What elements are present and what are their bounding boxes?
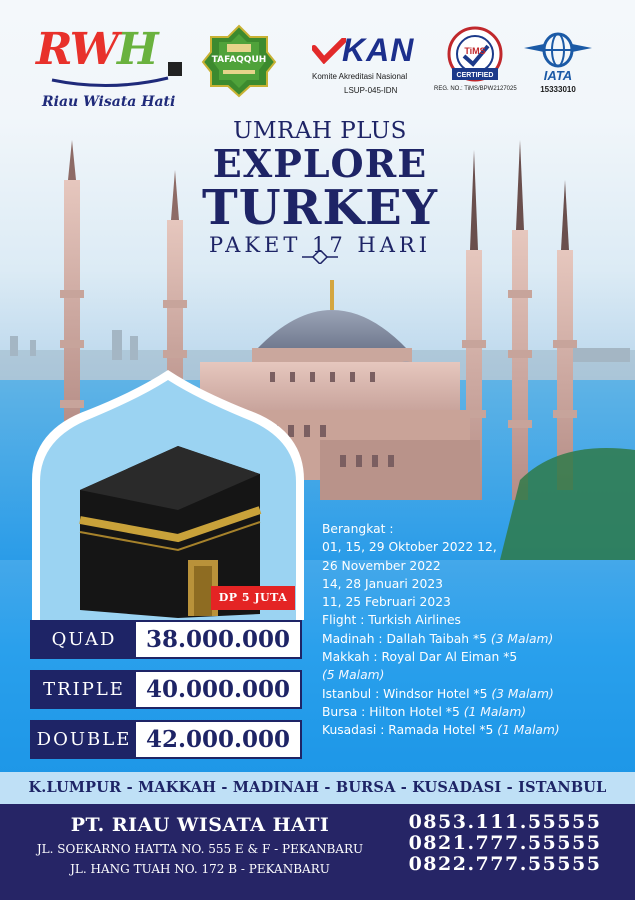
checkmark-icon [312,38,346,64]
rwh-wordmark-left: RW [36,24,118,75]
title-umrah-plus: UMRAH PLUS [233,118,407,144]
title-paket: PAKET 17 HARI [208,233,432,257]
address-line: JL. SOEKARNO HATTA NO. 555 E & F - PEKANBARU [36,842,364,856]
price-list [30,620,302,770]
phone-number[interactable]: 0822.777.55555 [408,853,602,875]
ornament-icon [300,250,340,264]
title-turkey: TURKEY [201,180,439,236]
hotel-istanbul-name: Istanbul : Windsor Hotel *5 [322,686,488,701]
kan-subtitle: Komite Akreditasi Nasional [312,72,408,81]
dp-badge: DP 5 JUTA [211,586,295,610]
kaaba-arch [28,370,308,620]
trip-details [322,520,622,740]
depart-date: 26 November 2022 [322,558,441,573]
hotel-kusadasi-nights: (1 Malam) [497,723,560,738]
depart-date: 11, 25 Februari 2023 [322,595,451,610]
price-label: QUAD [51,629,117,650]
kaaba-icon [168,62,182,76]
phone-number[interactable]: 0821.777.55555 [408,832,602,854]
phone-number[interactable]: 0853.111.55555 [408,811,602,833]
footer [0,804,635,900]
tims-badge: CERTIFIED [456,72,494,79]
price-row-triple [30,670,302,709]
price-label: DOUBLE [36,729,132,750]
price-value: 42.000.000 [136,722,300,757]
depart-date: 01, 15, 29 Oktober 2022 12, [322,540,497,555]
rwh-tagline: Riau Wisata Hati [42,94,176,110]
tims-seal-icon [434,26,516,86]
kan-logo [312,32,427,96]
price-row-quad [30,620,302,659]
hotel-bursa [322,703,622,721]
hotel-madinah-nights: (3 Malam) [490,631,554,646]
route-bar: K.LUMPUR - MAKKAH - MADINAH - BURSA - KUSADASI - ISTANBUL [0,772,635,804]
hotel-makkah: Makkah : Royal Dar Al Eiman *5 [322,650,518,665]
title-block [150,118,490,258]
rwh-wordmark [36,24,157,75]
rwh-wordmark-right: H [117,24,157,75]
price-value: 40.000.000 [136,672,300,707]
kan-code: LSUP-045-IDN [344,86,398,95]
tims-logo [434,26,516,98]
title-explore: EXPLORE [212,141,428,186]
logo-bar [0,0,635,115]
tims-reg-number: REG. NO.: TiMS/BPW2127025 [434,86,517,92]
company-name: PT. RIAU WISATA HATI [70,814,330,836]
depart-label: Berangkat : [322,522,394,536]
hotel-makkah-nights: (5 Malam) [322,668,385,683]
hotel-bursa-name: Bursa : Hilton Hotel *5 [322,704,460,719]
globe-icon [522,30,594,70]
price-label: TRIPLE [43,679,125,700]
iata-label: IATA [543,68,573,83]
tafaqquh-logo [201,24,277,98]
tafaqquh-label: TAFAQQUH [211,55,267,65]
swoosh-icon [50,76,170,90]
hotel-istanbul-nights: (3 Malam) [491,686,554,701]
hotel-bursa-nights: (1 Malam) [463,704,527,719]
price-value: 38.000.000 [136,622,300,657]
hotel-madinah [322,630,622,648]
address-line: JL. HANG TUAH NO. 172 B - PEKANBARU [70,862,330,876]
kan-title: KAN [342,32,415,68]
price-row-double [30,720,302,759]
phone-list [400,812,610,875]
hotel-kusadasi-name: Kusadasi : Ramada Hotel *5 [322,723,494,738]
hotel-kusadasi [322,721,622,739]
depart-date: 14, 28 Januari 2023 [322,576,443,591]
tims-label: TiMS [464,46,486,56]
iata-logo [522,30,594,96]
flight-info: Flight : Turkish Airlines [322,613,461,628]
rwh-logo [36,24,186,114]
iata-code: 15333010 [540,85,576,94]
hotel-istanbul [322,685,622,703]
hotel-madinah-name: Madinah : Dallah Taibah *5 [322,631,487,646]
